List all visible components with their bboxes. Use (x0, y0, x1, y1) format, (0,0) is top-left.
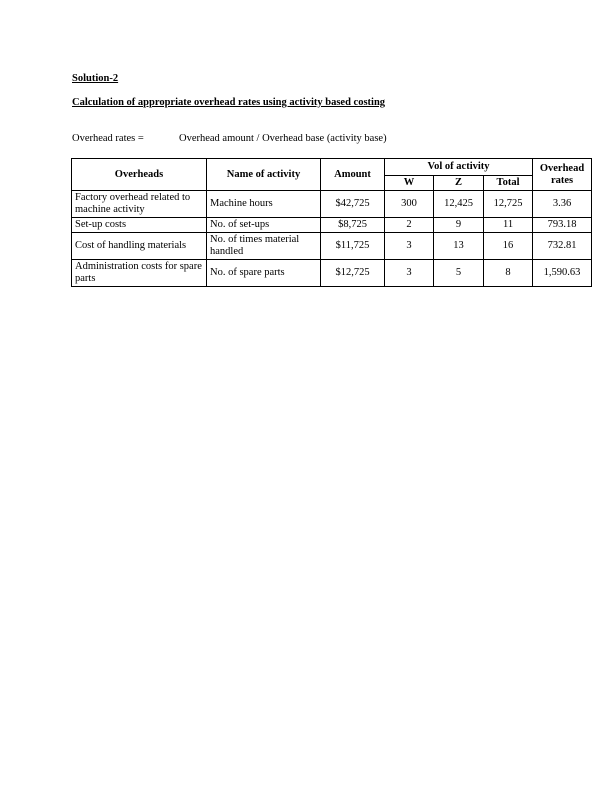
cell-activity: Machine hours (207, 191, 321, 218)
cell-overhead: Administration costs for spare parts (72, 260, 207, 287)
header-w: W (385, 176, 434, 191)
table-row (72, 233, 592, 260)
header-overhead-rates: Overhead rates (533, 159, 592, 191)
cell-rate: 1,590.63 (533, 260, 592, 287)
table-row (72, 191, 592, 218)
cell-overhead: Set-up costs (72, 218, 207, 233)
cell-z: 13 (434, 233, 484, 260)
cell-total: 8 (484, 260, 533, 287)
cell-rate: 3.36 (533, 191, 592, 218)
cell-rate: 793.18 (533, 218, 592, 233)
cell-overhead: Factory overhead related to machine activity (72, 191, 207, 218)
formula-label: Overhead rates = (72, 133, 144, 144)
cell-total: 11 (484, 218, 533, 233)
cell-rate: 732.81 (533, 233, 592, 260)
cell-z: 12,425 (434, 191, 484, 218)
cell-z: 5 (434, 260, 484, 287)
cell-overhead: Cost of handling materials (72, 233, 207, 260)
header-overheads: Overheads (72, 159, 207, 191)
cell-w: 3 (385, 260, 434, 287)
cell-activity: No. of times material handled (207, 233, 321, 260)
cell-w: 300 (385, 191, 434, 218)
section-subtitle: Calculation of appropriate overhead rates using activity based costing (72, 97, 386, 108)
header-vol-of-activity: Vol of activity (385, 159, 533, 176)
header-activity: Name of activity (207, 159, 321, 191)
cell-activity: No. of spare parts (207, 260, 321, 287)
cell-total: 12,725 (484, 191, 533, 218)
header-total: Total (484, 176, 533, 191)
cell-amount: $42,725 (321, 191, 385, 218)
formula-text: Overhead amount / Overhead base (activity base) (179, 133, 387, 144)
cell-amount: $8,725 (321, 218, 385, 233)
table-header-row (72, 159, 592, 176)
cell-activity: No. of set-ups (207, 218, 321, 233)
header-amount: Amount (321, 159, 385, 191)
table-row (72, 218, 592, 233)
cell-amount: $11,725 (321, 233, 385, 260)
solution-title: Solution-2 (72, 73, 119, 84)
cell-w: 2 (385, 218, 434, 233)
table-row (72, 260, 592, 287)
cell-z: 9 (434, 218, 484, 233)
overhead-rates-table (71, 158, 592, 287)
cell-w: 3 (385, 233, 434, 260)
formula-line (72, 133, 387, 144)
cell-total: 16 (484, 233, 533, 260)
header-z: Z (434, 176, 484, 191)
cell-amount: $12,725 (321, 260, 385, 287)
